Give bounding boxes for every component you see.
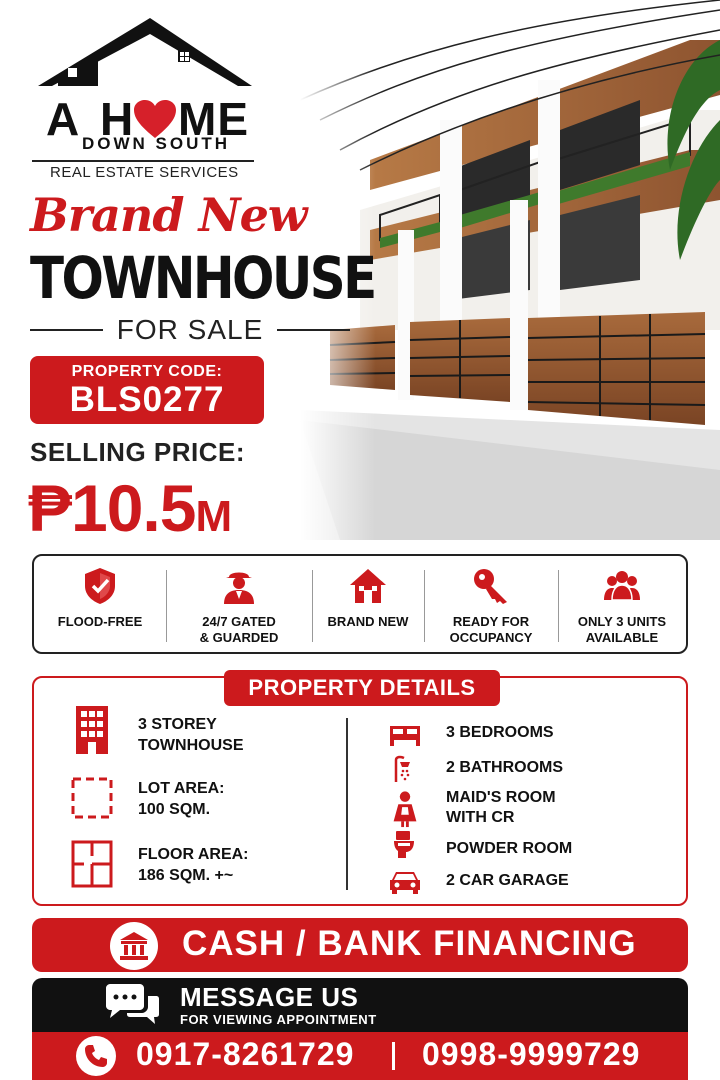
property-details-panel [32, 676, 688, 906]
detail-lot-area: LOT AREA: 100 SQM. [138, 780, 225, 818]
feature-label: ONLY 3 UNITS AVAILABLE [577, 614, 667, 645]
price-unit: M [195, 492, 232, 541]
phone-number-2[interactable]: 0998-9999729 [422, 1036, 641, 1072]
feature-label: BRAND NEW [327, 614, 409, 629]
divider-left [30, 329, 103, 331]
features-strip [32, 554, 688, 654]
detail-floor-area: FLOOR AREA: 186 SQM. +~ [138, 846, 249, 884]
price-amount: ₱10.5 [28, 471, 196, 545]
financing-text: CASH / BANK FINANCING [182, 924, 637, 963]
logo-letters-me: ME [178, 93, 249, 145]
building-icon [70, 704, 114, 756]
for-sale-text: FOR SALE [116, 314, 264, 345]
group-icon [602, 566, 642, 606]
headline-script: Brand New [30, 188, 307, 242]
security-guard-icon [219, 566, 259, 606]
logo-letter-a: A [46, 93, 81, 145]
selling-price [28, 470, 231, 546]
feature-label: READY FOR OCCUPANCY [449, 614, 533, 645]
detail-bathrooms: 2 BATHROOMS [446, 759, 564, 776]
detail-garage: 2 CAR GARAGE [446, 872, 569, 889]
phone-number-1[interactable]: 0917-8261729 [136, 1036, 355, 1072]
financing-banner [32, 918, 688, 972]
contact-numbers-banner [32, 1032, 688, 1080]
property-details-title: PROPERTY DETAILS [224, 670, 500, 706]
selling-price-label: SELLING PRICE: [30, 437, 246, 467]
logo-down-south: DOWN SOUTH [82, 134, 231, 153]
detail-maids-room: MAID'S ROOM WITH CR [446, 789, 556, 826]
feature-brand-new [312, 556, 424, 652]
details-divider [346, 718, 348, 890]
detail-bedrooms: 3 BEDROOMS [446, 724, 554, 741]
feature-gated [166, 556, 312, 652]
headline-title: TOWNHOUSE [30, 244, 375, 312]
bed-icon [388, 718, 422, 753]
message-title: MESSAGE US [180, 982, 359, 1012]
house-icon [348, 566, 388, 606]
feature-flood-free [34, 556, 166, 652]
bank-icon [110, 922, 158, 970]
property-code-value: BLS0277 [69, 380, 225, 419]
logo-letter-h: H [100, 93, 135, 145]
shield-check-icon [80, 566, 120, 606]
maid-icon [388, 790, 422, 833]
lot-area-icon [70, 772, 114, 824]
floor-plan-icon [70, 838, 114, 890]
phone-icon [76, 1036, 116, 1076]
detail-powder-room: POWDER ROOM [446, 840, 573, 857]
house-roof-icon [28, 14, 258, 94]
message-subtitle: FOR VIEWING APPOINTMENT [180, 1012, 377, 1027]
chat-bubbles-icon [104, 984, 160, 1028]
car-icon [388, 866, 422, 901]
feature-label: FLOOD-FREE [57, 614, 143, 629]
detail-storey: 3 STOREY TOWNHOUSE [138, 716, 244, 754]
message-banner [32, 978, 688, 1032]
feature-ready [424, 556, 558, 652]
key-icon [471, 566, 511, 606]
company-logo [28, 14, 258, 184]
feature-units [558, 556, 686, 652]
logo-tagline: REAL ESTATE SERVICES [50, 164, 239, 181]
property-code-badge [30, 356, 264, 424]
logo-divider [32, 160, 254, 162]
property-code-label: PROPERTY CODE: [71, 363, 223, 380]
shower-icon [388, 754, 422, 789]
for-sale-row [30, 312, 350, 348]
toilet-icon [388, 830, 422, 865]
divider-right [277, 329, 350, 331]
feature-label: 24/7 GATED & GUARDED [199, 614, 279, 645]
phone-separator [392, 1042, 395, 1070]
